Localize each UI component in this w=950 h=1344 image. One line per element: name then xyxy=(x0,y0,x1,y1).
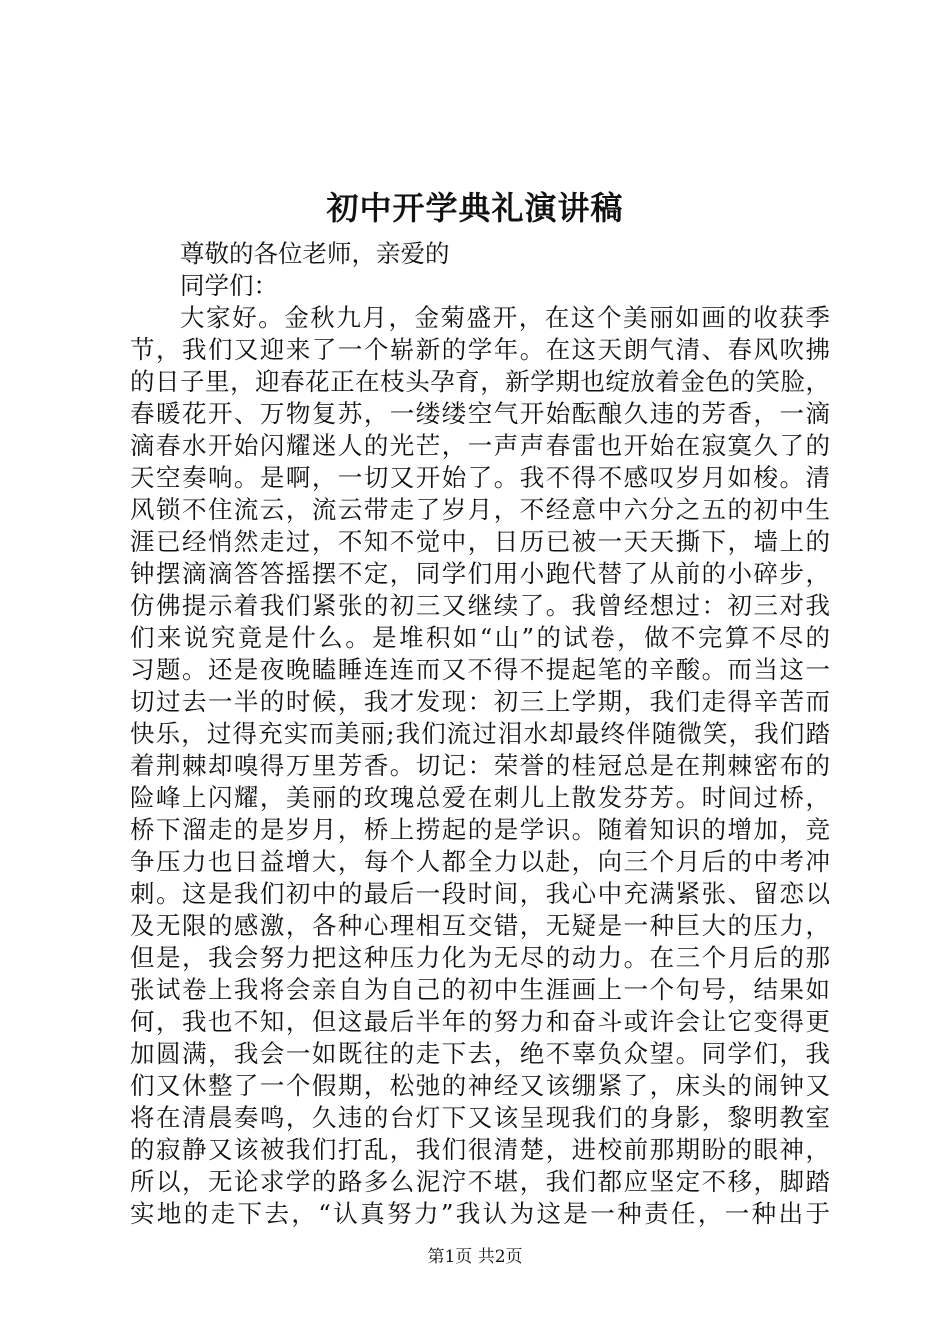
body-line: 所以，无论求学的路多么泥泞不堪，我们都应坚定不移，脚踏 xyxy=(130,1167,830,1196)
page-footer: 第1页 共2页 xyxy=(427,1247,523,1267)
body-line: 涯已经悄然走过，不知不觉中，日历已被一天天撕下，墙上的 xyxy=(130,527,830,556)
body-line: 习题。还是夜晚瞌睡连连而又不得不提起笔的辛酸。而当这一 xyxy=(130,655,830,684)
body-line: 险峰上闪耀，美丽的玫瑰总爱在刺儿上散发芬芳。时间过桥， xyxy=(130,783,830,812)
body-line: 将在清晨奏鸣，久违的台灯下又该呈现我们的身影，黎明教室 xyxy=(130,1103,830,1132)
body-line: 刺。这是我们初中的最后一段时间，我心中充满紧张、留恋以 xyxy=(130,879,830,908)
body-line: 们又休整了一个假期，松弛的神经又该绷紧了，床头的闹钟又 xyxy=(130,1071,830,1100)
body-line: 桥下溜走的是岁月，桥上捞起的是学识。随着知识的增加，竞 xyxy=(130,815,830,844)
body-line: 何，我也不知，但这最后半年的努力和奋斗或许会让它变得更 xyxy=(130,1007,830,1036)
body-line: 大家好。金秋九月，金菊盛开，在这个美丽如画的收获季 xyxy=(180,303,830,332)
body-line: 快乐，过得充实而美丽;我们流过泪水却最终伴随微笑，我们踏 xyxy=(130,719,830,748)
greeting-line: 尊敬的各位老师，亲爱的 xyxy=(180,239,450,268)
body-line: 的日子里，迎春花正在枝头孕育，新学期也绽放着金色的笑脸， xyxy=(130,367,830,396)
body-line: 们来说究竟是什么。是堆积如“山”的试卷，做不完算不尽的 xyxy=(130,623,830,652)
body-line: 钟摆滴滴答答摇摆不定，同学们用小跑代替了从前的小碎步， xyxy=(130,559,830,588)
body-line: 切过去一半的时候，我才发现：初三上学期，我们走得辛苦而 xyxy=(130,687,830,716)
body-line: 张试卷上我将会亲自为自己的初中生涯画上一个句号，结果如 xyxy=(130,975,830,1004)
body-line: 的寂静又该被我们打乱，我们很清楚，进校前那期盼的眼神， xyxy=(130,1135,830,1164)
body-line: 及无限的感激，各种心理相互交错，无疑是一种巨大的压力， xyxy=(130,911,830,940)
body-line: 仿佛提示着我们紧张的初三又继续了。我曾经想过：初三对我 xyxy=(130,591,830,620)
body-line: 风锁不住流云，流云带走了岁月，不经意中六分之五的初中生 xyxy=(130,495,830,524)
body-line: 加圆满，我会一如既往的走下去，绝不辜负众望。同学们，我 xyxy=(130,1039,830,1068)
body-line: 实地的走下去，“认真努力”我认为这是一种责任，一种出于 xyxy=(130,1199,830,1228)
body-line: 滴春水开始闪耀迷人的光芒，一声声春雷也开始在寂寞久了的 xyxy=(130,431,830,460)
body-line: 天空奏响。是啊，一切又开始了。我不得不感叹岁月如梭。清 xyxy=(130,463,830,492)
body-line: 节，我们又迎来了一个崭新的学年。在这天朗气清、春风吹拂 xyxy=(130,335,830,364)
body-line: 春暖花开、万物复苏，一缕缕空气开始酝酿久违的芳香，一滴 xyxy=(130,399,830,428)
body-line: 争压力也日益增大，每个人都全力以赴，向三个月后的中考冲 xyxy=(130,847,830,876)
body-line: 着荆棘却嗅得万里芳香。切记：荣誉的桂冠总是在荆棘密布的 xyxy=(130,751,830,780)
body-line: 但是，我会努力把这种压力化为无尽的动力。在三个月后的那 xyxy=(130,943,830,972)
document-title: 初中开学典礼演讲稿 xyxy=(326,189,624,227)
greeting-line: 同学们： xyxy=(180,271,278,300)
